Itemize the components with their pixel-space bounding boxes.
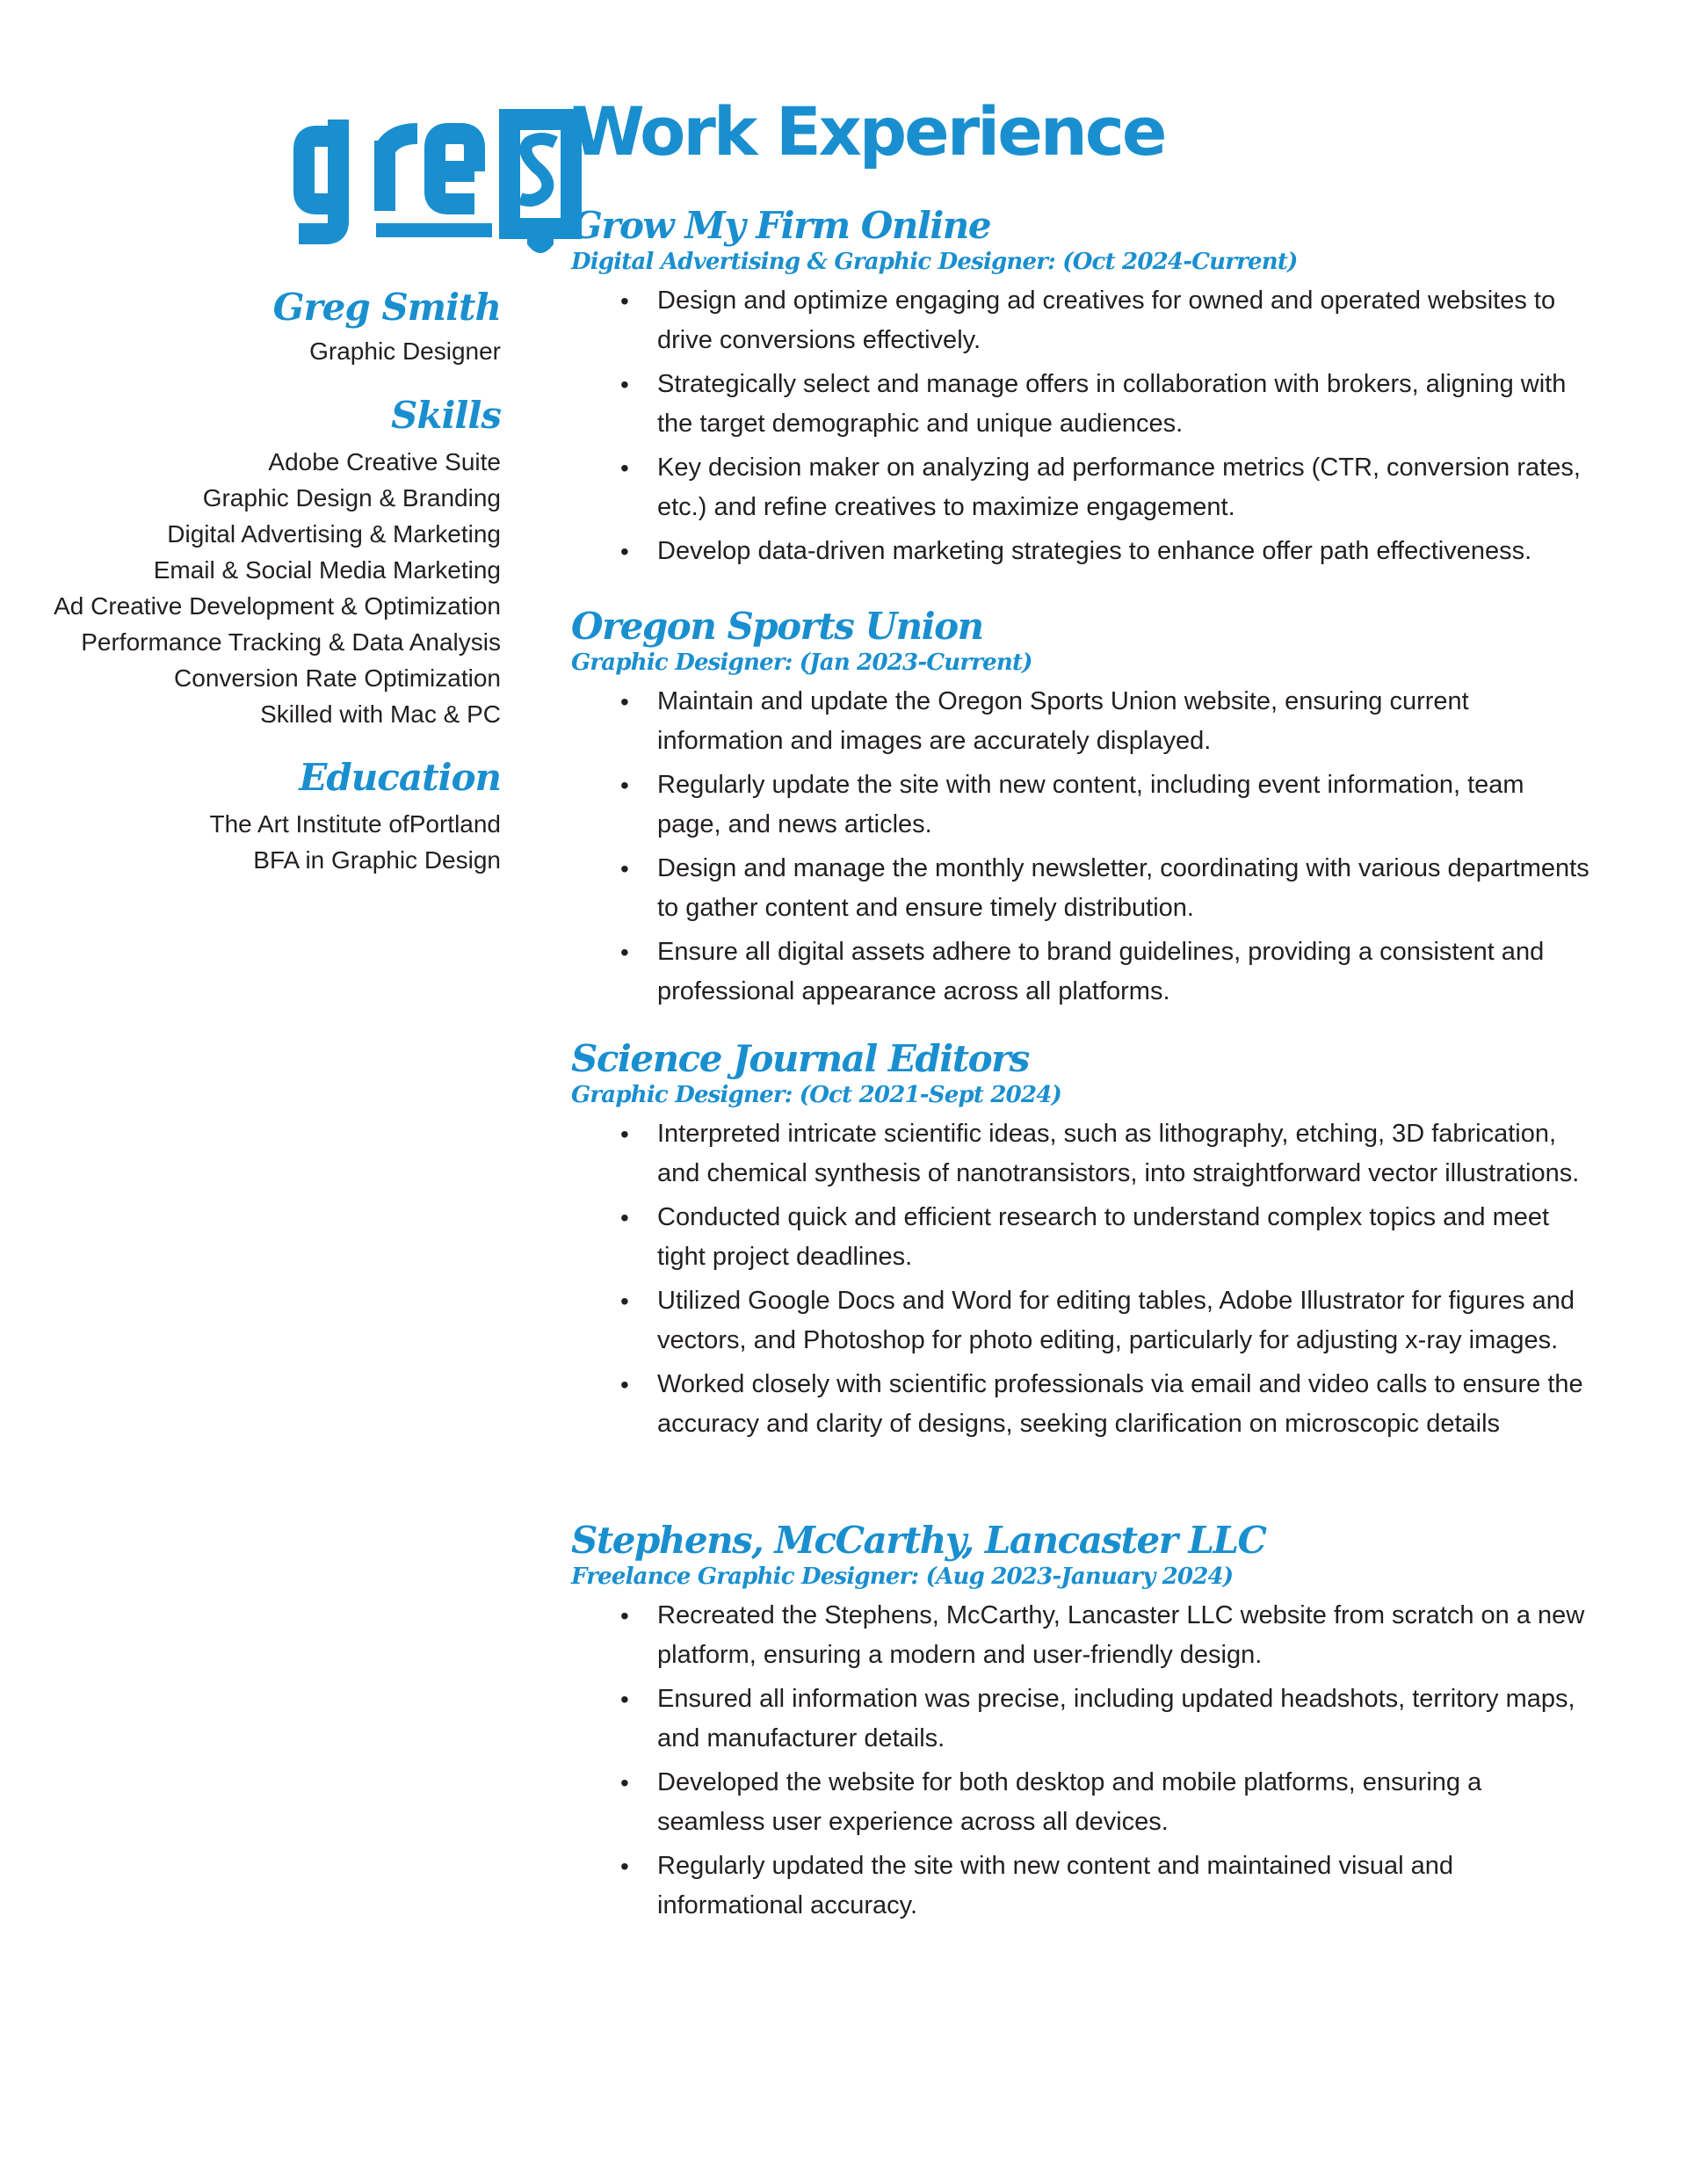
work-experience-section [571,88,1625,1919]
job-bullet [571,1596,1625,1675]
job-company: Science Journal Editors [571,1037,1029,1080]
bullet-text: Utilized Google Docs and Word for editing tables, Adobe Illustrator for figures and vectors, and Photoshop for photo editing, particularly for adjusting x-ray images. [657,1287,1575,1354]
bullet-icon: • [620,1686,629,1713]
bullet-icon: • [620,1602,629,1629]
bullet-text: Interpreted intricate scientific ideas, such as lithography, etching, 3D fabrication, and chemical synthesis of nanotransistors, into straightforward vector illustrations. [657,1120,1580,1187]
job-bullet [571,1847,1625,1926]
bullet-icon: • [620,1121,629,1148]
bullet-icon: • [620,939,629,966]
bullet-text: Maintain and update the Oregon Sports Union website, ensuring current information and images are accurately displayed. [657,687,1469,755]
profile-role: Graphic Designer [309,337,501,365]
bullet-text: Conducted quick and efficient research to understand complex topics and meet tight project deadlines. [657,1203,1550,1271]
bullet-icon: • [620,772,629,799]
bullet-icon: • [620,855,629,882]
job-bullets [571,682,1625,1012]
bullet-text: Regularly update the site with new content, including event information, team page, and news articles. [657,771,1524,838]
skill-item: Skilled with Mac & PC [260,700,501,728]
job-role: Graphic Designer: (Oct 2021-Sept 2024) [571,1082,1061,1108]
skill-item: Ad Creative Development & Optimization [54,592,501,620]
bullet-text: Key decision maker on analyzing ad performance metrics (CTR, conversion rates, etc.) and refine creatives to maximize engagement. [657,453,1581,521]
job-bullets [571,281,1625,571]
bullet-text: Worked closely with scientific professionals via email and video calls to ensure the accuracy and clarity of designs, seeking clarification on microscopic details [657,1370,1583,1438]
page-title: Work Experience [571,92,1165,171]
job-company: Grow My Firm Online [571,204,991,247]
job-bullets [571,1596,1625,1926]
greg-logo-graphic [290,88,589,264]
skills-heading: Skills [391,394,501,437]
job-stephens-mccarthy-lancaster [571,1519,1625,1930]
skill-item: Performance Tracking & Data Analysis [81,628,501,656]
bullet-icon: • [620,1769,629,1796]
skills-section [9,394,501,732]
job-grow-my-firm-online [571,204,1625,576]
bullet-icon: • [620,454,629,482]
job-bullet [571,1365,1625,1444]
bullet-text: Regularly updated the site with new content and maintained visual and informational accuracy. [657,1852,1454,1919]
bullet-icon: • [620,1371,629,1398]
education-list [9,806,501,878]
bullet-icon: • [620,688,629,715]
bullet-icon: • [620,1853,629,1880]
bullet-text: Recreated the Stephens, McCarthy, Lancaster LLC website from scratch on a new platform, ensuring a modern and user-friendly design. [657,1601,1585,1669]
job-bullet [571,849,1625,928]
job-company: Oregon Sports Union [571,605,983,648]
job-bullet [571,448,1625,527]
job-bullet [571,1763,1625,1842]
job-oregon-sports-union [571,605,1625,1016]
skill-item: Digital Advertising & Marketing [167,520,501,548]
bullet-text: Developed the website for both desktop and mobile platforms, ensuring a seamless user experience across all devices. [657,1768,1482,1836]
education-section [9,756,501,878]
job-bullets [571,1114,1625,1444]
job-bullet [571,765,1625,845]
bullet-text: Design and manage the monthly newsletter, coordinating with various departments to gather content and ensure timely distribution. [657,854,1589,922]
greg-logo [290,88,589,264]
bullet-icon: • [620,287,629,315]
bullet-text: Ensured all information was precise, including updated headshots, territory maps, and manufacturer details. [657,1685,1575,1752]
skill-item: Graphic Design & Branding [202,484,501,512]
education-heading: Education [299,756,501,799]
job-bullet [571,932,1625,1012]
job-bullet [571,1281,1625,1360]
bullet-text: Strategically select and manage offers in collaboration with brokers, aligning with the target demographic and unique audiences. [657,370,1567,438]
job-company: Stephens, McCarthy, Lancaster LLC [571,1519,1266,1562]
job-bullet [571,1198,1625,1277]
bullet-icon: • [620,371,629,398]
skill-item: Adobe Creative Suite [268,448,501,475]
bullet-text: Design and optimize engaging ad creatives for owned and operated websites to drive conversions effectively. [657,287,1556,354]
job-role: Digital Advertising & Graphic Designer: (Oct 2024-Current) [571,249,1298,275]
skills-list [9,444,501,732]
job-bullet [571,1114,1625,1194]
skill-item: Email & Social Media Marketing [153,556,501,584]
bullet-text: Develop data-driven marketing strategies to enhance offer path effectiveness. [657,537,1532,565]
job-bullet [571,682,1625,761]
profile-name: Greg Smith [272,286,501,329]
job-bullet [571,281,1625,360]
skill-item: Conversion Rate Optimization [174,664,501,692]
bullet-text: Ensure all digital assets adhere to brand guidelines, providing a consistent and professional appearance across all platforms. [657,938,1545,1005]
education-item: The Art Institute ofPortland [209,810,501,838]
bullet-icon: • [620,538,629,565]
job-bullet [571,1680,1625,1759]
education-item: BFA in Graphic Design [253,846,501,874]
job-bullet [571,532,1625,571]
job-science-journal-editors [571,1037,1625,1448]
bullet-icon: • [620,1288,629,1315]
bullet-icon: • [620,1204,629,1231]
job-bullet [571,365,1625,444]
job-role: Freelance Graphic Designer: (Aug 2023-January 2024) [571,1564,1234,1590]
job-role: Graphic Designer: (Jan 2023-Current) [571,649,1032,676]
